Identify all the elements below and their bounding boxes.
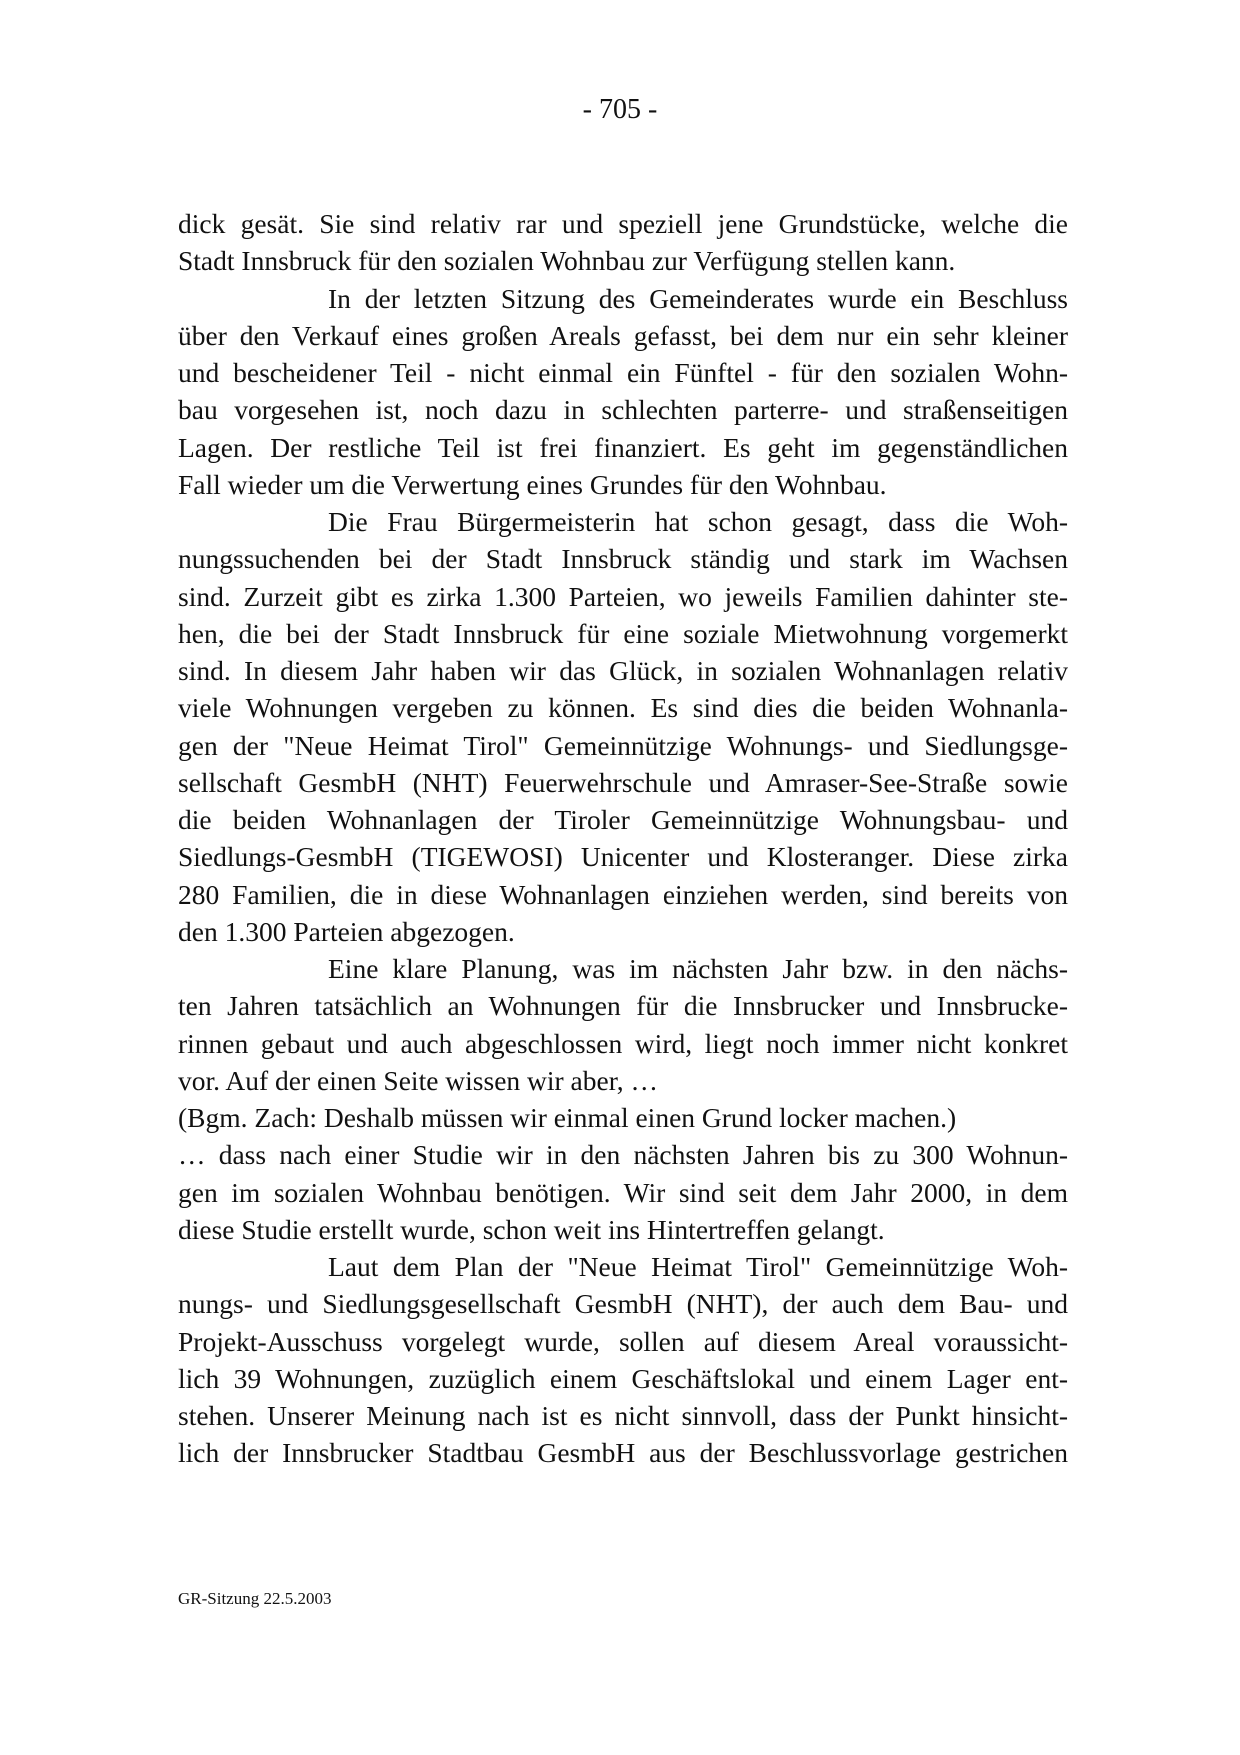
text-line: 280 Familien, die in diese Wohnanlagen einziehen werden, sind bereits von (178, 878, 1068, 910)
text-line: Stadt Innsbruck für den sozialen Wohnbau zur Verfügung stellen kann. (178, 245, 956, 277)
paragraph-start-line: In der letzten Sitzung des Gemeinderates wurde ein Beschluss (328, 282, 1068, 314)
text-line: Lagen. Der restliche Teil ist frei finanziert. Es geht im gegenständlichen (178, 431, 1068, 463)
text-line: nungs- und Siedlungsgesellschaft GesmbH (NHT), der auch dem Bau- und (178, 1288, 1068, 1320)
text-line: (Bgm. Zach: Deshalb müssen wir einmal einen Grund locker machen.) (178, 1102, 957, 1133)
paragraph-start-line: Laut dem Plan der "Neue Heimat Tirol" Gemeinnützige Woh- (328, 1251, 1068, 1282)
text-line: über den Verkauf eines großen Areals gefasst, bei dem nur ein sehr kleiner (178, 319, 1068, 351)
page-number: - 705 - (582, 94, 658, 125)
text-line: sind. Zurzeit gibt es zirka 1.300 Parteien, wo jeweils Familien dahinter ste- (178, 580, 1068, 612)
text-line: … dass nach einer Studie wir in den nächsten Jahren bis zu 300 Wohnun- (178, 1139, 1068, 1171)
text-line: sellschaft GesmbH (NHT) Feuerwehrschule und Amraser-See-Straße sowie (178, 766, 1068, 798)
text-line: ten Jahren tatsächlich an Wohnungen für die Innsbrucker und Innsbrucke- (178, 990, 1068, 1022)
footer-session-date: GR-Sitzung 22.5.2003 (178, 1589, 332, 1608)
text-line: hen, die bei der Stadt Innsbruck für eine soziale Mietwohnung vorgemerkt (178, 617, 1068, 649)
text-line: den 1.300 Parteien abgezogen. (178, 915, 515, 947)
text-line: sind. In diesem Jahr haben wir das Glück, in sozialen Wohnanlagen relativ (178, 655, 1068, 686)
text-line: Fall wieder um die Verwertung eines Grundes für den Wohnbau. (178, 468, 887, 500)
body-text (178, 205, 1068, 1472)
text-line: vor. Auf der einen Seite wissen wir aber, … (178, 1064, 659, 1096)
text-line: nungssuchenden bei der Stadt Innsbruck ständig und stark im Wachsen (178, 543, 1068, 575)
text-line: Projekt-Ausschuss vorgelegt wurde, sollen auf diesem Areal voraussicht- (178, 1325, 1068, 1357)
text-line: diese Studie erstellt wurde, schon weit ins Hintertreffen gelangt. (178, 1213, 885, 1245)
text-line: dick gesät. Sie sind relativ rar und speziell jene Grundstücke, welche die (178, 208, 1068, 239)
text-line: lich der Innsbrucker Stadtbau GesmbH aus der Beschlussvorlage gestrichen (178, 1437, 1068, 1469)
paragraph-start-line: Eine klare Planung, was im nächsten Jahr bzw. in den nächs- (328, 953, 1068, 984)
text-line: gen der "Neue Heimat Tirol" Gemeinnützige Wohnungs- und Siedlungsge- (178, 729, 1068, 761)
text-line: die beiden Wohnanlagen der Tiroler Gemeinnützige Wohnungsbau- und (178, 804, 1068, 835)
paragraph-start-line: Die Frau Bürgermeisterin hat schon gesagt, dass die Woh- (328, 506, 1068, 537)
text-line: bau vorgesehen ist, noch dazu in schlechten parterre- und straßenseitigen (178, 394, 1068, 426)
text-line: und bescheidener Teil - nicht einmal ein Fünftel - für den sozialen Wohn- (178, 357, 1068, 388)
text-line: Siedlungs-GesmbH (TIGEWOSI) Unicenter und Klosteranger. Diese zirka (178, 841, 1068, 873)
text-line: viele Wohnungen vergeben zu können. Es sind dies die beiden Wohnanla- (178, 692, 1068, 724)
text-line: lich 39 Wohnungen, zuzüglich einem Geschäftslokal und einem Lager ent- (178, 1362, 1068, 1394)
text-line: gen im sozialen Wohnbau benötigen. Wir sind seit dem Jahr 2000, in dem (178, 1176, 1068, 1208)
text-line: rinnen gebaut und auch abgeschlossen wird, liegt noch immer nicht konkret (178, 1027, 1068, 1059)
text-line: stehen. Unserer Meinung nach ist es nicht sinnvoll, dass der Punkt hinsicht- (178, 1400, 1068, 1431)
